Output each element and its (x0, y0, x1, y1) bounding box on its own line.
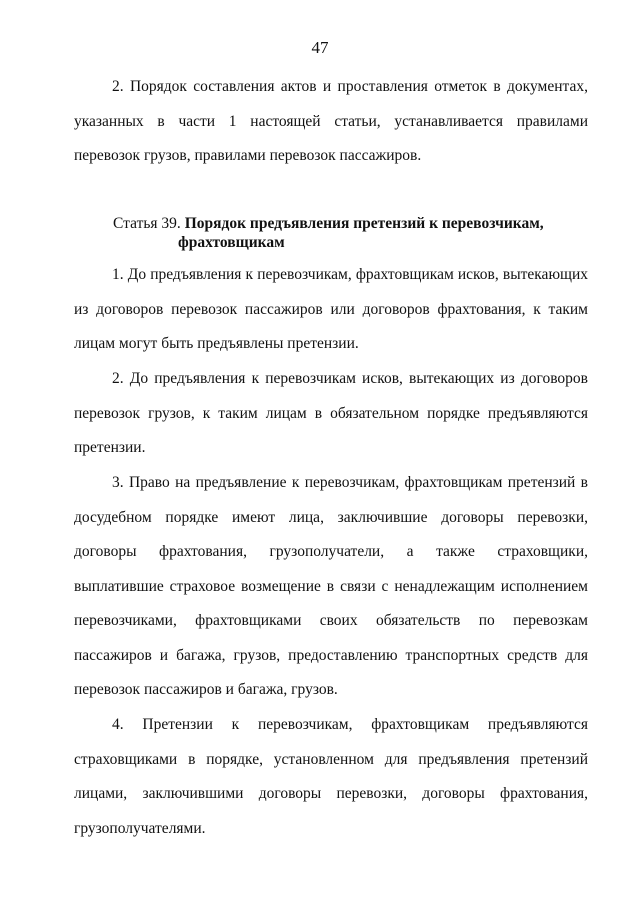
page-number: 47 (311, 38, 329, 57)
article-paragraph-1: 1. До предъявления к перевозчикам, фрахтовщикам исков, вытекающих из договоров перевозок пассажиров или договоров фрахтования, к таким лицам могут быть предъявлены претензии. (74, 266, 588, 352)
article-paragraph-3: 3. Право на предъявление к перевозчикам, фрахтовщикам претензий в досудебном порядке имеют лица, заключившие договоры перевозки, договоры фрахтования, грузополучатели, а также страховщики, выплатившие страховое возмещение в связи с ненадлежащим исполнением перевозчиками, фрахтовщиками своих обязательств по перевозкам пассажиров и багажа, грузов, предоставлению транспортных средств для перевозок пассажиров и багажа, грузов. (74, 474, 588, 698)
article-heading (113, 214, 593, 252)
article-title-line2: фрахтовщикам (178, 234, 285, 251)
paragraph-2-previous-article: 2. Порядок составления актов и проставления отметок в документах, указанных в части 1 настоящей статьи, устанавливается правилами перевозок грузов, правилами перевозок пассажиров. (74, 78, 588, 164)
article-label: Статья 39. (113, 215, 181, 232)
article-title-line1: Порядок предъявления претензий к перевозчикам, (184, 215, 544, 232)
article-paragraph-2: 2. До предъявления к перевозчикам исков, вытекающих из договоров перевозок грузов, к таким лицам в обязательном порядке предъявляются претензии. (74, 370, 588, 456)
article-paragraph-4: 4. Претензии к перевозчикам, фрахтовщикам предъявляются страховщиками в порядке, установленном для предъявления претензий лицами, заключившими договоры перевозки, договоры фрахтования, грузополучателями. (74, 716, 588, 837)
